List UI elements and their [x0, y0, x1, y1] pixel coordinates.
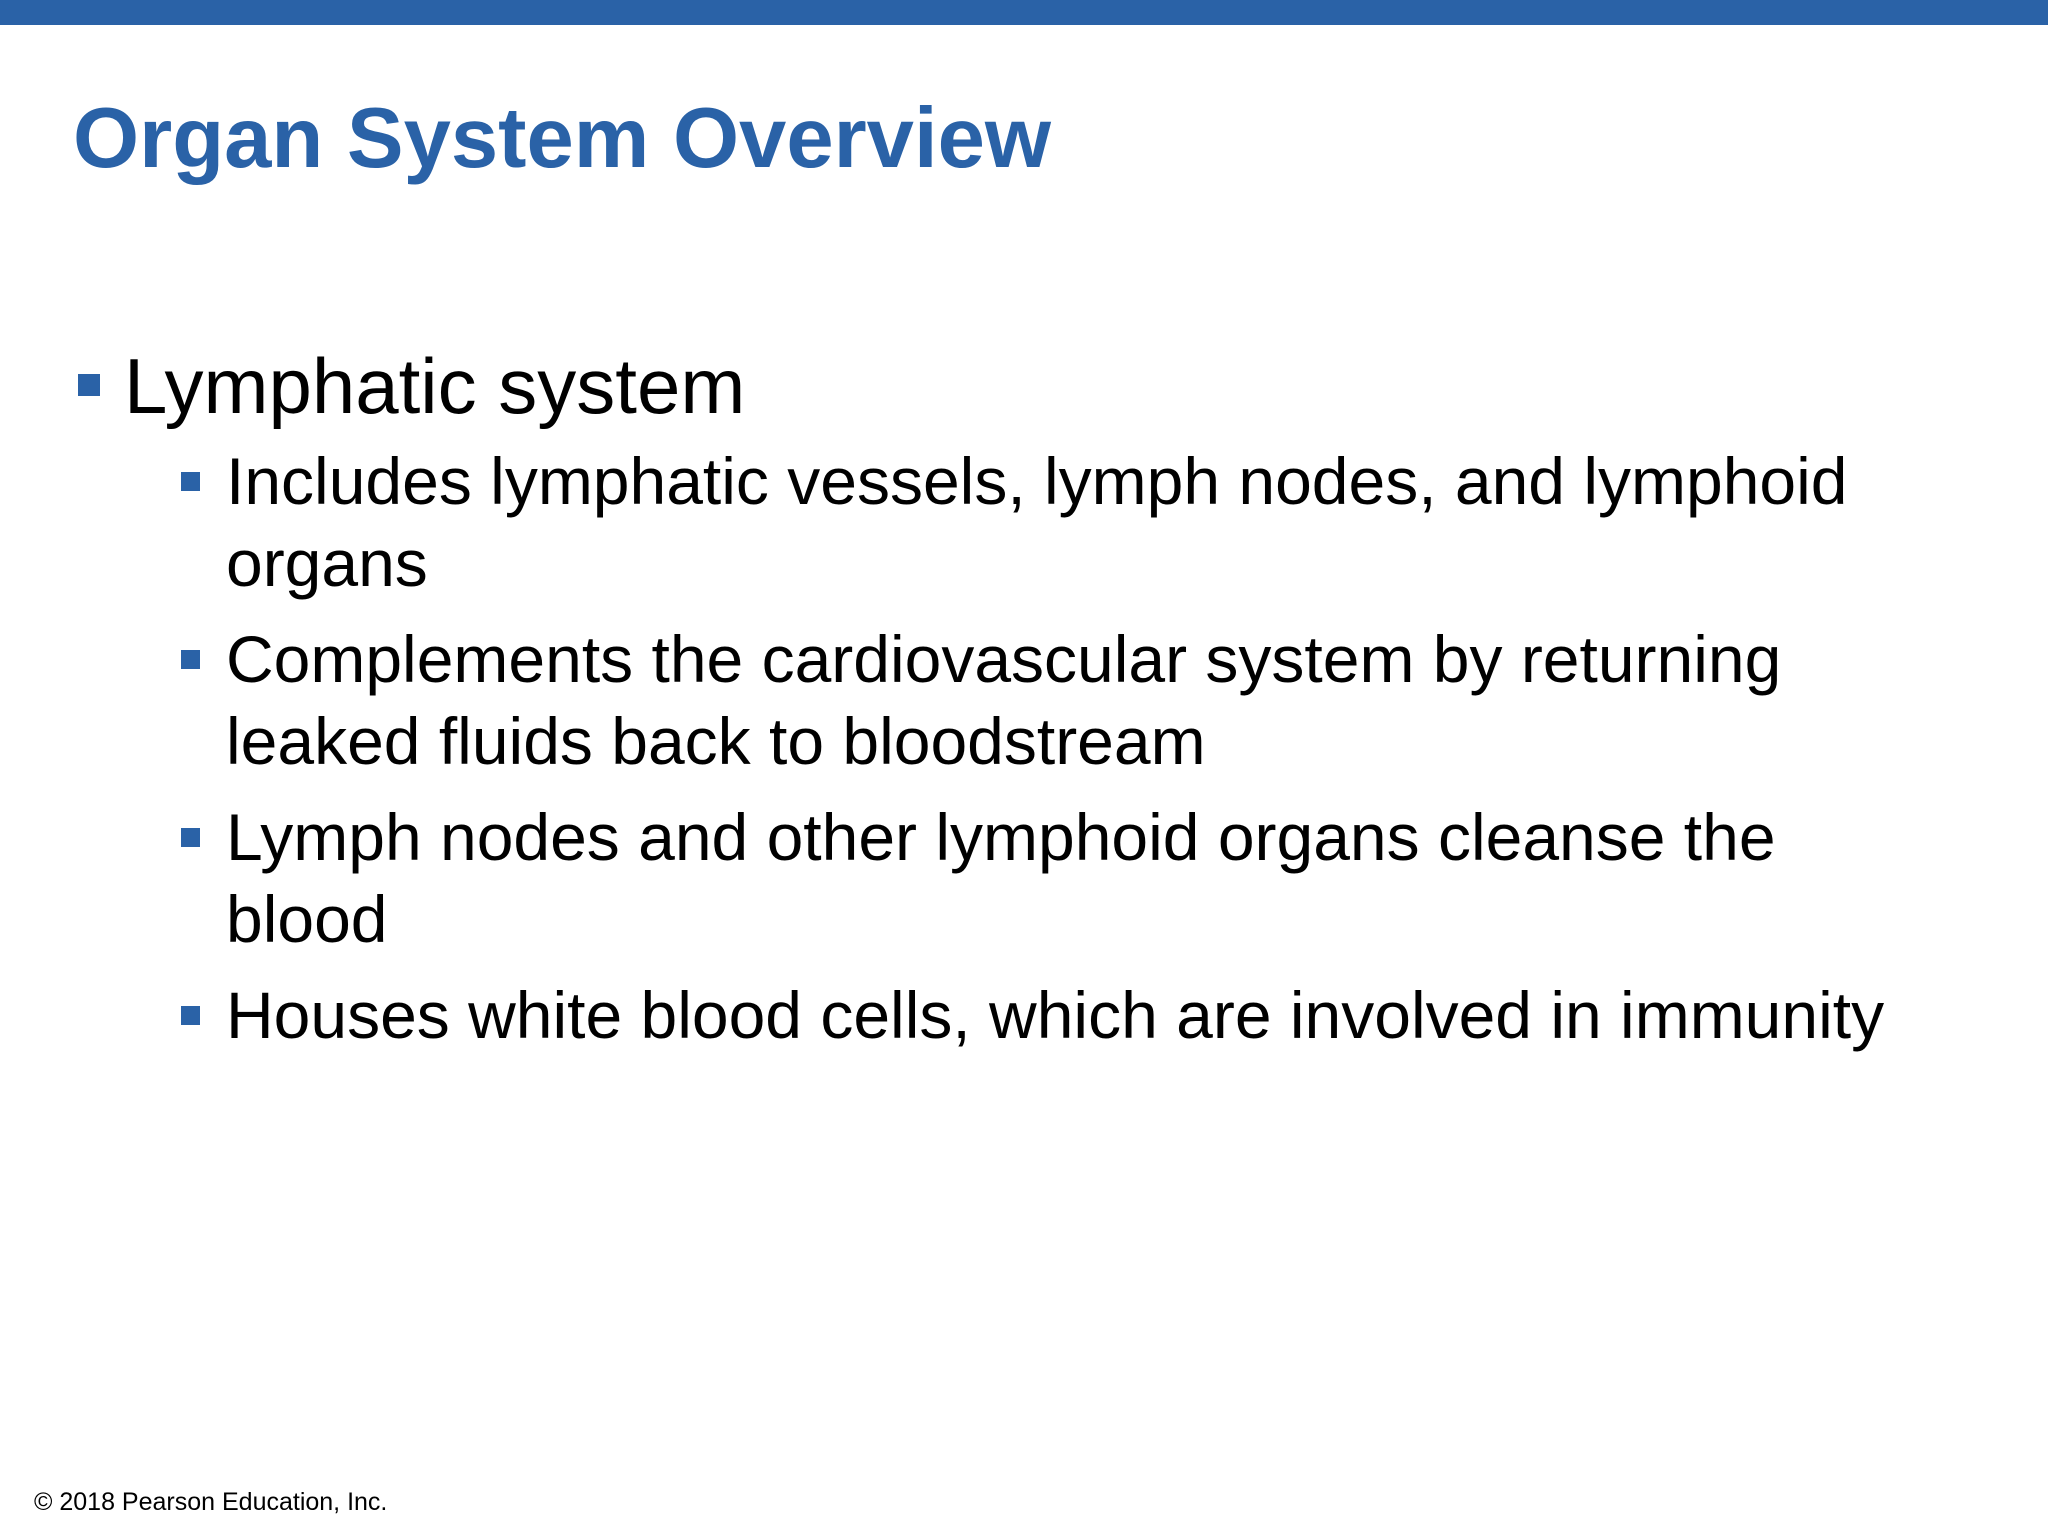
sub-bullet-text: Lymph nodes and other lymphoid organs cleanse the blood [226, 800, 1776, 956]
sub-bullet [76, 440, 1926, 604]
top-accent-bar [0, 0, 2048, 25]
slide-content [76, 340, 1976, 1070]
copyright-footer: © 2018 Pearson Education, Inc. [34, 1488, 388, 1516]
sub-bullet-text: Complements the cardiovascular system by returning leaked fluids back to bloodstream [226, 622, 1782, 778]
sub-bullet [76, 974, 1926, 1056]
sub-bullet-list [76, 440, 1976, 1056]
square-bullet-icon [181, 828, 200, 847]
square-bullet-icon [78, 374, 100, 396]
main-bullet-text: Lymphatic system [124, 342, 746, 430]
square-bullet-icon [181, 1006, 200, 1025]
sub-bullet-text: Includes lymphatic vessels, lymph nodes, and lymphoid organs [226, 444, 1848, 600]
sub-bullet [76, 618, 1926, 782]
square-bullet-icon [181, 650, 200, 669]
sub-bullet [76, 796, 1926, 960]
main-bullet [76, 340, 1976, 432]
square-bullet-icon [181, 472, 200, 491]
sub-bullet-text: Houses white blood cells, which are involved in immunity [226, 978, 1885, 1052]
slide-title: Organ System Overview [73, 91, 1051, 186]
